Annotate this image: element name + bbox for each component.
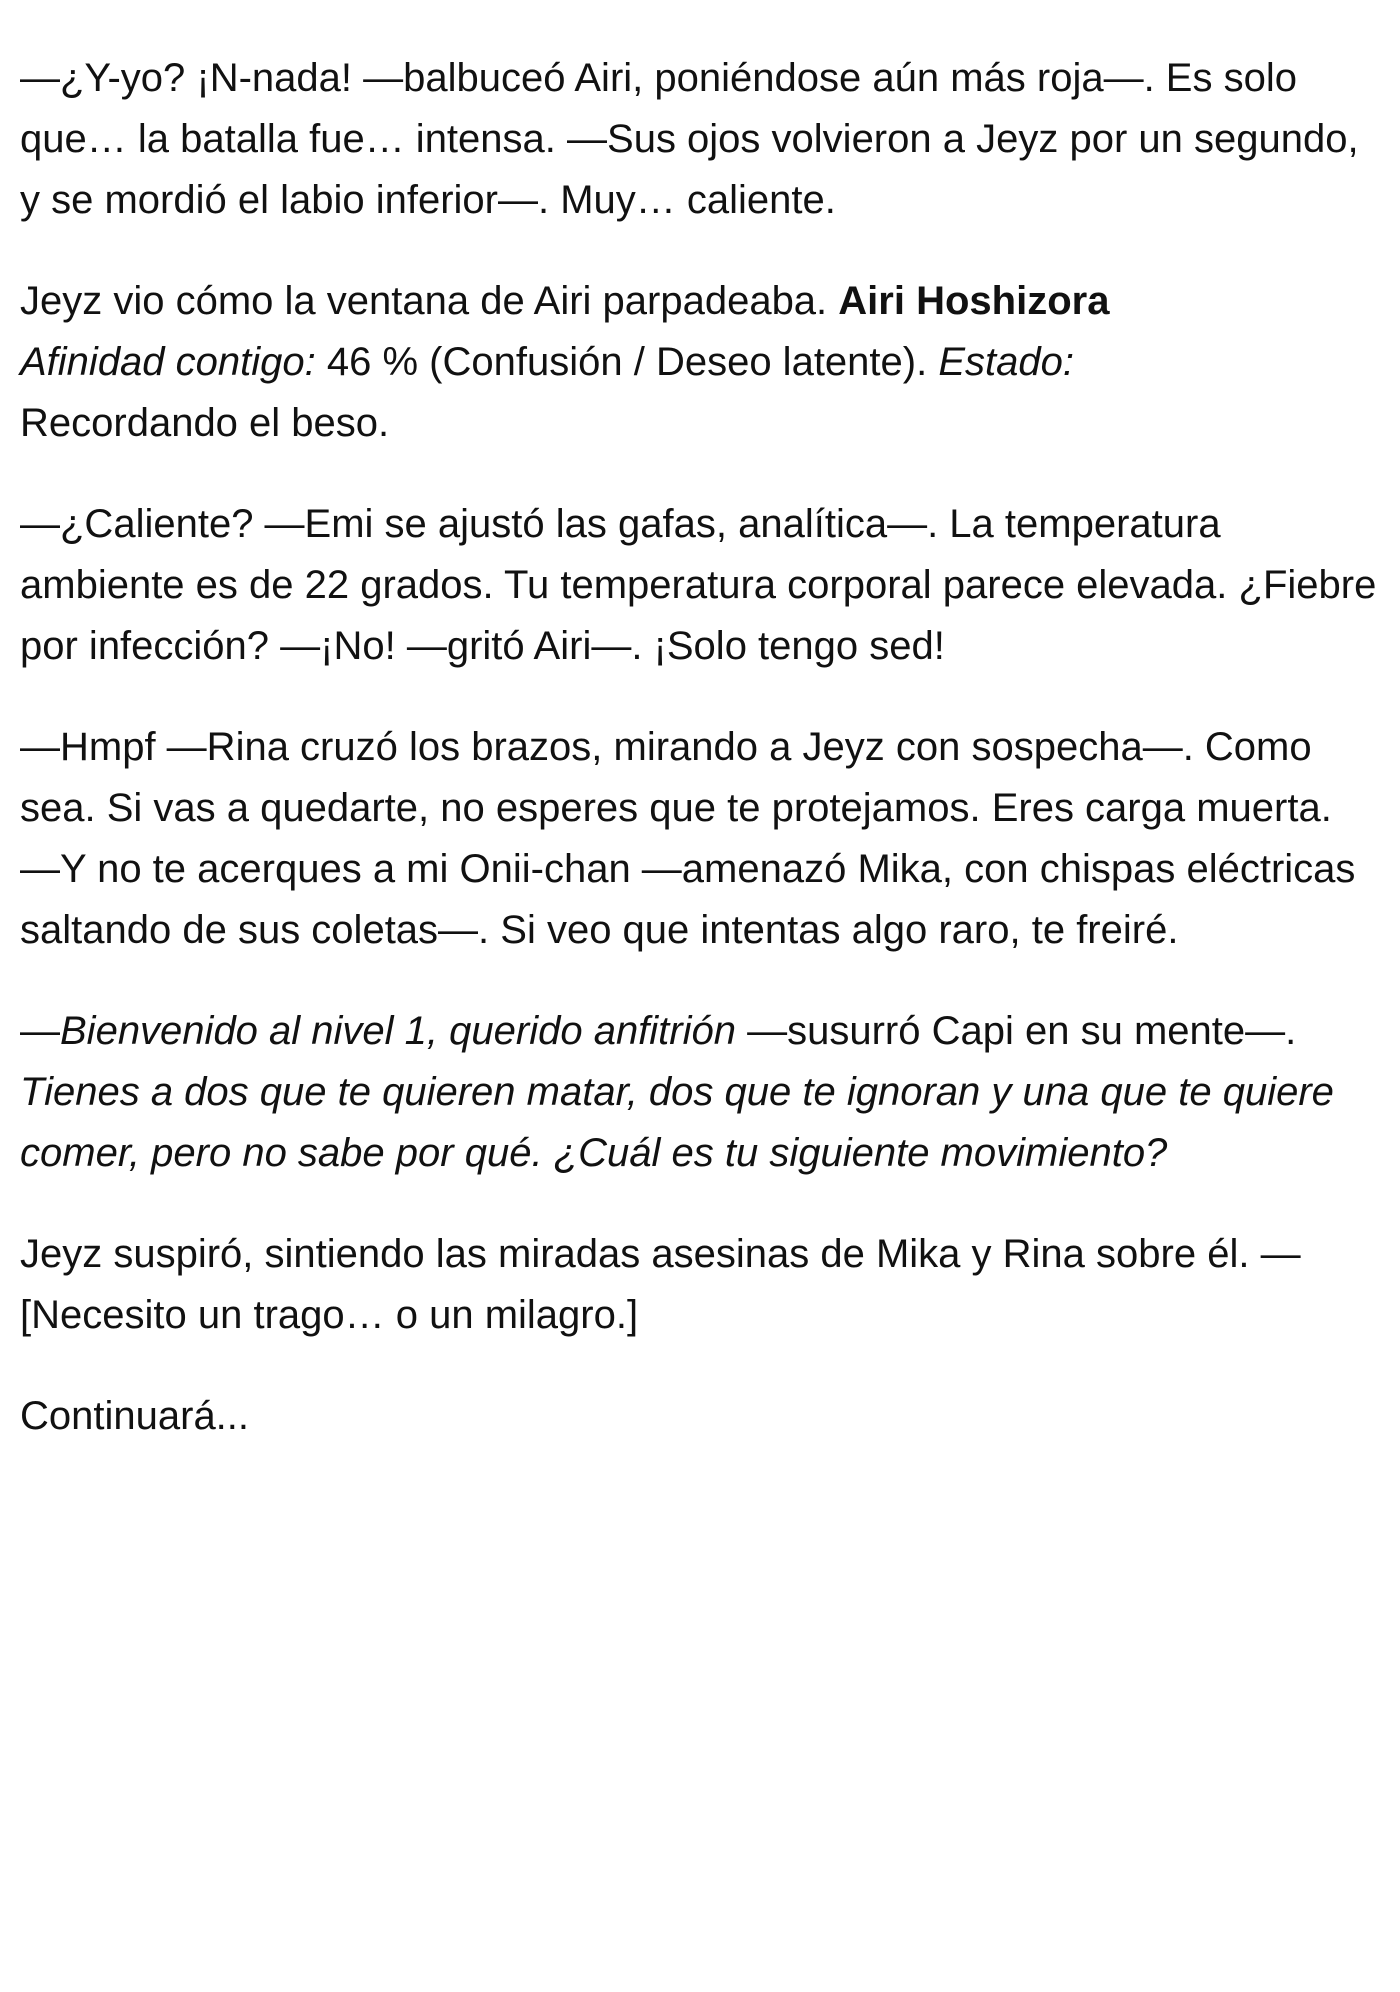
paragraph-2 [20,271,1380,454]
state-value: Recordando el beso. [20,401,390,445]
paragraph-3: —¿Caliente? —Emi se ajustó las gafas, analítica—. La temperatura ambiente es de 22 grados. Tu temperatura corporal parece elevada. ¿Fiebre por infección? —¡No! —gritó Airi—. ¡Solo tengo sed! [20,502,1377,668]
narration: —susurró Capi en su mente—. [736,1009,1297,1053]
paragraph-continues: Continuará... [20,1394,250,1438]
italic-thought-1: Bienvenido al nivel 1, querido anfitrión [60,1009,736,1053]
paragraph-2-text: Jeyz vio cómo la ventana de Airi parpadeaba. [20,279,839,323]
affinity-label: Afinidad contigo: [20,340,316,384]
paragraph-1: —¿Y-yo? ¡N-nada! —balbuceó Airi, poniéndose aún más roja—. Es solo que… la batalla fue… intensa. —Sus ojos volvieron a Jeyz por un segundo, y se mordió el labio inferior—. Muy… caliente. [20,56,1359,222]
dash: — [20,1009,60,1053]
paragraph-6: Jeyz suspiró, sintiendo las miradas asesinas de Mika y Rina sobre él. —[Necesito un trago… o un milagro.] [20,1232,1301,1337]
document-page [20,48,1380,1487]
state-label: Estado: [938,340,1074,384]
italic-thought-2: Tienes a dos que te quieren matar, dos que te ignoran y una que te quiere comer, pero no sabe por qué. ¿Cuál es tu siguiente movimiento? [20,1070,1334,1175]
affinity-value: 46 % (Confusión / Deseo latente). [315,340,939,384]
paragraph-5 [20,1001,1380,1184]
paragraph-4: —Hmpf —Rina cruzó los brazos, mirando a Jeyz con sospecha—. Como sea. Si vas a quedarte, no esperes que te protejamos. Eres carga muerta. —Y no te acerques a mi Onii-chan —amenazó Mika, con chispas eléctricas saltando de sus coletas—. Si veo que intentas algo raro, te freiré. [20,725,1356,952]
character-name: Airi Hoshizora [838,279,1110,323]
